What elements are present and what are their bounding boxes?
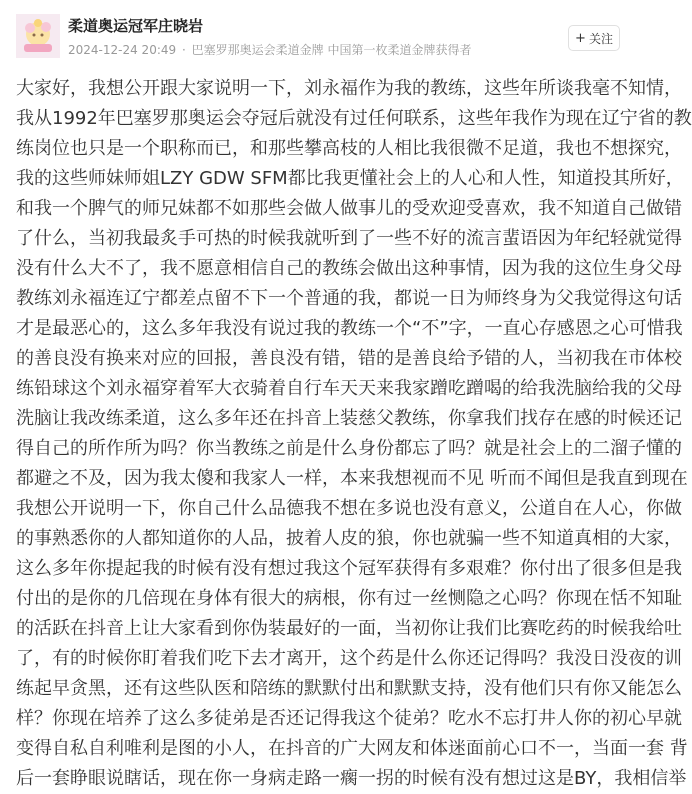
post-text-line: 样？你现在培养了这么多徒弟是否还记得我这个徒弟？吃水不忘打井人你的初心早就 bbox=[16, 708, 682, 729]
post-text-line: 洗脑让我改练柔道，这么多年还在抖音上装慈父教练，你拿我们找存在感的时候还记 bbox=[16, 408, 682, 429]
post-text-line: 我的这些师妹师姐LZY GDW SFM都比我更懂社会上的人心和人性，知道投其所好， bbox=[16, 168, 684, 189]
post-text-line: 没有什么大不了，我不愿意相信自己的教练会做出这种事情，因为我的这位生身父母 bbox=[16, 258, 682, 279]
plus-icon: + bbox=[575, 30, 586, 46]
follow-label: 关注 bbox=[588, 31, 613, 46]
post-text-line: 和我一个脾气的师兄妹都不如那些会做人做事儿的受欢迎受喜欢，我不知道自己做错 bbox=[16, 198, 682, 219]
post-text-line: 练起早贪黑，还有这些队医和陪练的默默付出和默默支持，没有他们只有你又能怎么 bbox=[16, 678, 682, 699]
post-text-line: 的活跃在抖音上让大家看到你伪装最好的一面，当初你让我们比赛吃药的时候我给吐 bbox=[16, 618, 682, 639]
post-source: 巴塞罗那奥运会柔道金牌 中国第一枚柔道金牌获得者 bbox=[191, 43, 472, 57]
avatar[interactable] bbox=[16, 14, 60, 58]
post-text-line: 这么多年你提起我的时候有没有想过我这个冠军获得有多艰难？你付出了很多但是我 bbox=[16, 558, 682, 579]
post-timestamp: 2024-12-24 20:49 bbox=[68, 43, 177, 57]
avatar-image bbox=[16, 14, 60, 58]
post-text-line: 练岗位也只是一个职称而已，和那些攀高枝的人相比我很微不足道，我也不想探究， bbox=[16, 138, 682, 159]
post-text-line: 我想公开说明一下，你自己什么品德我不想在多说也没有意义，公道自在人心，你做 bbox=[16, 498, 682, 519]
post-text-line: 得自己的所作所为吗？你当教练之前是什么身份都忘了吗？就是社会上的二溜子懂的 bbox=[16, 438, 682, 459]
meta-separator: · bbox=[181, 43, 186, 57]
post-text-line: 的事熟悉你的人都知道你的人品，披着人皮的狼，你也就骗一些不知道真相的大家， bbox=[16, 528, 682, 549]
follow-button[interactable] bbox=[568, 25, 620, 51]
author-name[interactable]: 柔道奥运冠军庄晓岩 bbox=[68, 17, 204, 35]
post-text-line: 都避之不及，因为我太傻和我家人一样，本来我想视而不见 听而不闻但是我直到现在 bbox=[16, 468, 688, 489]
post-body bbox=[16, 74, 692, 794]
post-text-line: 的善良没有换来对应的回报，善良没有错，错的是善良给予错的人，当初我在市体校 bbox=[16, 348, 682, 369]
post-text-line: 了，有的时候你盯着我们吃下去才离开，这个药是什么你还记得吗？我没日没夜的训 bbox=[16, 648, 682, 669]
post-text-line: 大家好，我想公开跟大家说明一下，刘永福作为我的教练，这些年所谈我毫不知情， bbox=[16, 78, 682, 99]
post-header bbox=[0, 0, 636, 70]
post-meta bbox=[68, 41, 471, 58]
post-text-line: 了什么，当初我最炙手可热的时候我就听到了一些不好的流言蜚语因为年纪轻就觉得 bbox=[16, 228, 682, 249]
post-text-line: 教练刘永福连辽宁都差点留不下一个普通的我，都说一日为师终身为父我觉得这句话 bbox=[16, 288, 682, 309]
post-text-line: 付出的是你的几倍现在身体有很大的病根，你有过一丝恻隐之心吗？你现在恬不知耻 bbox=[16, 588, 682, 609]
post-text-line: 我从1992年巴塞罗那奥运会夺冠后就没有过任何联系，这些年我作为现在辽宁省的教 bbox=[16, 108, 692, 129]
post-text-line: 变得自私自利唯利是图的小人，在抖音的广大网友和体迷面前心口不一，当面一套 背 bbox=[16, 738, 688, 759]
post-text-line: 后一套睁眼说瞎话，现在你一身病走路一瘸一拐的时候有没有想过这是BY，我相信举 bbox=[16, 768, 687, 789]
post-text-line: 练铅球这个刘永福穿着军大衣骑着自行车天天来我家蹭吃蹭喝的给我洗脑给我的父母 bbox=[16, 378, 682, 399]
post-text-line: 才是最恶心的，这么多年我没有说过我的教练一个“不”字，一直心存感恩之心可惜我 bbox=[16, 318, 683, 339]
